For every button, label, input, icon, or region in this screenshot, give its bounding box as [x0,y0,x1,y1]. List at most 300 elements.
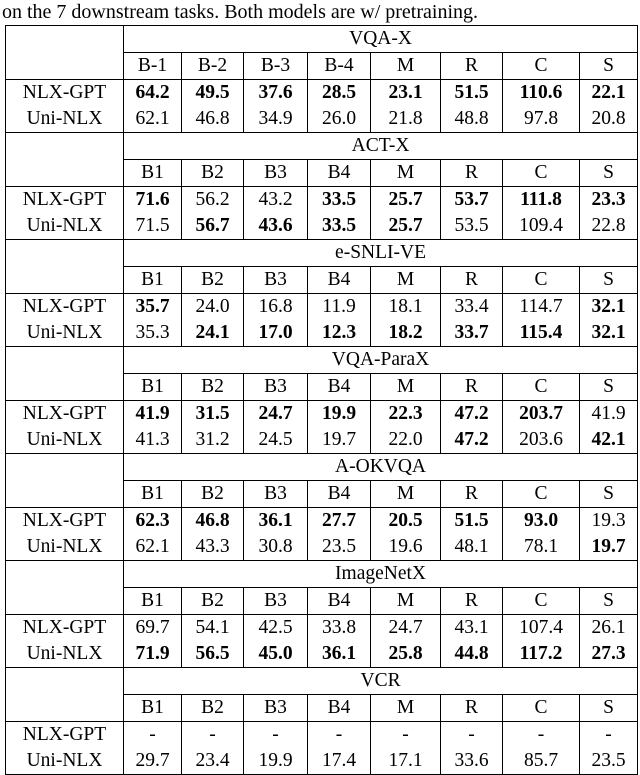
score-value: 23.5 [591,750,626,771]
score-value: 109.4 [519,215,563,236]
metric-header: R [441,160,503,187]
score-cell [124,508,182,535]
score-value: 33.6 [454,750,489,771]
score-cell [503,722,580,749]
score-cell [308,187,371,214]
metric-header: B4 [308,481,371,508]
score-value: 34.9 [258,108,293,129]
score-value: 115.4 [519,322,563,343]
metric-header: B1 [124,160,182,187]
score-value: 19.6 [388,536,423,557]
score-cell [182,187,244,214]
metric-header: B-2 [182,53,244,80]
score-cell [580,508,638,535]
score-value: 35.7 [135,296,170,317]
task-name: ACT-X [124,133,638,160]
score-cell [371,401,441,428]
model-name: Uni-NLX [6,534,124,561]
score-value: 26.1 [591,617,626,638]
score-value: 54.1 [195,617,230,638]
score-value: 43.6 [258,215,293,236]
task-title-row [6,26,638,53]
table-row [6,748,638,775]
blank-cell [6,347,124,374]
score-value: 23.4 [195,750,230,771]
score-value: 31.2 [195,429,230,450]
score-value: - [335,724,343,745]
score-cell [308,722,371,749]
score-cell [503,534,580,561]
score-cell [244,427,308,454]
metric-header: M [371,695,441,722]
metric-header-row [6,53,638,80]
metric-header: M [371,267,441,294]
score-cell [441,534,503,561]
score-cell [441,213,503,240]
score-value: 203.6 [519,429,563,450]
score-value: 36.1 [321,643,357,664]
task-title-row [6,561,638,588]
metric-header: B-3 [244,53,308,80]
score-value: 17.4 [321,750,357,771]
metric-header: B2 [182,481,244,508]
score-cell [441,401,503,428]
metric-header: B4 [308,374,371,401]
score-cell [124,213,182,240]
score-cell [580,615,638,642]
score-cell [182,722,244,749]
metric-header: R [441,588,503,615]
score-cell [308,213,371,240]
score-cell [124,748,182,775]
score-cell [371,722,441,749]
score-cell [580,320,638,347]
score-cell [503,401,580,428]
score-cell [244,106,308,133]
score-cell [308,106,371,133]
score-value: 25.7 [388,189,423,210]
score-cell [580,106,638,133]
metric-header: B1 [124,374,182,401]
metric-header: M [371,160,441,187]
blank-cell [6,374,124,401]
blank-cell [6,481,124,508]
metric-header: B3 [244,374,308,401]
metric-header: R [441,695,503,722]
metric-header: B3 [244,588,308,615]
task-name: ImageNetX [124,561,638,588]
metric-header: B1 [124,481,182,508]
score-value: 17.1 [388,750,423,771]
score-cell [441,80,503,107]
metric-header: B2 [182,267,244,294]
model-name: NLX-GPT [6,401,124,428]
score-cell [182,748,244,775]
metric-header: S [580,53,638,80]
score-cell [371,320,441,347]
results-table [5,25,638,775]
score-cell [308,294,371,321]
score-cell [124,80,182,107]
score-value: 31.5 [195,403,230,424]
score-value: 19.7 [591,536,626,557]
score-value: 47.2 [454,429,489,450]
blank-cell [6,160,124,187]
score-cell [371,213,441,240]
metric-header: B3 [244,267,308,294]
score-value: 42.1 [591,429,626,450]
table-caption: on the 7 downstream tasks. Both models are w/ pretraining. [2,1,479,23]
metric-header: S [580,374,638,401]
metric-header: C [503,53,580,80]
score-value: 32.1 [591,322,626,343]
score-value: 23.5 [321,536,357,557]
score-cell [244,401,308,428]
score-value: 18.2 [388,322,423,343]
score-cell [371,641,441,668]
score-cell [308,748,371,775]
score-cell [244,641,308,668]
score-value: 19.7 [321,429,357,450]
score-cell [244,508,308,535]
metric-header: S [580,160,638,187]
table-row [6,106,638,133]
score-cell [182,401,244,428]
model-name: Uni-NLX [6,748,124,775]
score-cell [182,427,244,454]
score-value: 29.7 [135,750,170,771]
score-value: - [402,724,409,745]
score-value: 49.5 [195,82,230,103]
table-row [6,615,638,642]
metric-header: R [441,481,503,508]
table-row [6,508,638,535]
score-cell [124,534,182,561]
score-cell [371,294,441,321]
metric-header-row [6,374,638,401]
score-cell [371,508,441,535]
metric-header: C [503,588,580,615]
score-value: - [537,724,545,745]
score-value: 78.1 [523,536,559,557]
score-cell [182,615,244,642]
score-value: 26.0 [321,108,357,129]
metric-header: B1 [124,588,182,615]
score-cell [244,748,308,775]
model-name: NLX-GPT [6,508,124,535]
table-row [6,534,638,561]
task-name: VQA-X [124,26,638,53]
metric-header: R [441,53,503,80]
score-value: - [209,724,216,745]
score-value: 85.7 [523,750,559,771]
metric-header: B4 [308,695,371,722]
score-value: 93.0 [523,510,559,531]
score-cell [182,508,244,535]
metric-header: C [503,160,580,187]
score-cell [441,320,503,347]
blank-cell [6,668,124,695]
table-row [6,401,638,428]
score-value: 117.2 [519,643,563,664]
score-cell [503,213,580,240]
score-value: 27.3 [591,643,626,664]
score-value: 24.5 [258,429,293,450]
score-cell [244,294,308,321]
score-cell [441,187,503,214]
score-value: 51.5 [454,82,489,103]
score-value: 25.7 [388,215,423,236]
score-value: 20.8 [591,108,626,129]
score-cell [503,320,580,347]
score-value: 21.8 [388,108,423,129]
score-cell [371,615,441,642]
task-name: VQA-ParaX [124,347,638,374]
score-cell [124,294,182,321]
score-cell [182,320,244,347]
score-value: 24.7 [388,617,423,638]
score-value: 62.1 [135,536,170,557]
score-cell [580,401,638,428]
model-name: NLX-GPT [6,722,124,749]
score-value: 71.5 [135,215,170,236]
score-value: 19.3 [591,510,626,531]
score-cell [308,427,371,454]
score-cell [308,534,371,561]
metric-header: B3 [244,695,308,722]
score-value: 62.1 [135,108,170,129]
table-row [6,722,638,749]
model-name: NLX-GPT [6,187,124,214]
metric-header: S [580,267,638,294]
table-row [6,320,638,347]
score-value: - [149,724,156,745]
score-cell [124,427,182,454]
score-value: 32.1 [591,296,626,317]
score-cell [441,748,503,775]
score-value: 28.5 [321,82,357,103]
metric-header: C [503,695,580,722]
metric-header: B1 [124,267,182,294]
score-cell [441,106,503,133]
task-title-row [6,454,638,481]
score-cell [124,401,182,428]
score-value: 44.8 [454,643,489,664]
table-row [6,80,638,107]
table-row [6,294,638,321]
score-value: 41.9 [591,403,626,424]
score-value: 33.5 [321,215,357,236]
score-value: 22.0 [388,429,423,450]
metric-header: B2 [182,374,244,401]
score-cell [441,427,503,454]
score-value: 69.7 [135,617,170,638]
metric-header: B4 [308,588,371,615]
score-cell [244,187,308,214]
blank-cell [6,53,124,80]
score-cell [503,187,580,214]
score-cell [182,641,244,668]
score-cell [124,615,182,642]
score-cell [124,722,182,749]
score-value: 24.1 [195,322,230,343]
score-value: 36.1 [258,510,293,531]
score-cell [441,615,503,642]
score-value: 51.5 [454,510,489,531]
model-name: Uni-NLX [6,641,124,668]
score-value: 16.8 [258,296,293,317]
blank-cell [6,26,124,53]
score-value: 22.1 [591,82,626,103]
score-value: 42.5 [258,617,293,638]
score-cell [580,641,638,668]
score-value: 22.8 [591,215,626,236]
blank-cell [6,561,124,588]
task-name: A-OKVQA [124,454,638,481]
score-value: 19.9 [321,403,357,424]
blank-cell [6,588,124,615]
task-title-row [6,668,638,695]
model-name: Uni-NLX [6,213,124,240]
score-value: 71.6 [135,189,170,210]
score-cell [503,748,580,775]
score-value: 43.1 [454,617,489,638]
score-cell [182,106,244,133]
model-name: NLX-GPT [6,615,124,642]
score-value: 107.4 [519,617,563,638]
metric-header: R [441,374,503,401]
metric-header-row [6,267,638,294]
score-value: 46.8 [195,510,230,531]
metric-header: B-4 [308,53,371,80]
metric-header: C [503,374,580,401]
metric-header-row [6,588,638,615]
score-value: 43.3 [195,536,230,557]
metric-header-row [6,695,638,722]
score-value: 203.7 [519,403,563,424]
blank-cell [6,695,124,722]
score-cell [441,722,503,749]
metric-header: B4 [308,160,371,187]
score-value: 24.7 [258,403,293,424]
score-value: 18.1 [388,296,423,317]
score-cell [244,320,308,347]
score-value: 41.3 [135,429,170,450]
score-cell [124,187,182,214]
score-value: 33.4 [454,296,489,317]
score-value: 71.9 [135,643,170,664]
score-cell [182,294,244,321]
score-value: 19.9 [258,750,293,771]
score-value: 46.8 [195,108,230,129]
score-value: 53.7 [454,189,489,210]
score-value: 43.2 [258,189,293,210]
score-cell [503,615,580,642]
score-cell [503,294,580,321]
table-body [6,26,638,775]
score-value: 56.7 [195,215,230,236]
score-value: - [272,724,279,745]
score-cell [308,320,371,347]
metric-header: B1 [124,695,182,722]
score-cell [244,722,308,749]
table-row [6,641,638,668]
score-value: 24.0 [195,296,230,317]
score-value: 48.1 [454,536,489,557]
score-value: 27.7 [321,510,357,531]
score-cell [124,106,182,133]
score-value: 53.5 [454,215,489,236]
score-cell [371,748,441,775]
score-value: 12.3 [321,322,357,343]
model-name: Uni-NLX [6,106,124,133]
score-cell [441,641,503,668]
score-cell [182,80,244,107]
table-row [6,213,638,240]
table-row [6,427,638,454]
score-value: 110.6 [519,82,563,103]
blank-cell [6,454,124,481]
score-cell [503,80,580,107]
metric-header: B4 [308,267,371,294]
metric-header: M [371,481,441,508]
score-value: 45.0 [258,643,293,664]
score-cell [371,187,441,214]
score-value: 48.8 [454,108,489,129]
model-name: Uni-NLX [6,427,124,454]
score-value: 33.5 [321,189,357,210]
score-cell [371,534,441,561]
score-value: 41.9 [135,403,170,424]
score-value: 64.2 [135,82,170,103]
model-name: NLX-GPT [6,294,124,321]
score-value: - [468,724,475,745]
score-value: 111.8 [520,189,562,210]
score-cell [441,294,503,321]
model-name: NLX-GPT [6,80,124,107]
score-cell [580,80,638,107]
metric-header: S [580,588,638,615]
metric-header: M [371,588,441,615]
score-cell [244,534,308,561]
metric-header: C [503,481,580,508]
metric-header: B3 [244,481,308,508]
task-name: e-SNLI-VE [124,240,638,267]
score-cell [371,80,441,107]
score-value: 17.0 [258,322,293,343]
score-value: 37.6 [258,82,293,103]
task-name: VCR [124,668,638,695]
model-name: Uni-NLX [6,320,124,347]
score-cell [580,534,638,561]
metric-header: B2 [182,695,244,722]
score-cell [441,508,503,535]
score-cell [308,615,371,642]
score-value: 62.3 [135,510,170,531]
task-title-row [6,347,638,374]
score-value: 20.5 [388,510,423,531]
metric-header-row [6,160,638,187]
blank-cell [6,267,124,294]
score-cell [503,508,580,535]
score-cell [244,213,308,240]
score-cell [182,534,244,561]
task-title-row [6,133,638,160]
score-cell [580,722,638,749]
score-cell [124,641,182,668]
score-cell [308,508,371,535]
score-cell [371,106,441,133]
